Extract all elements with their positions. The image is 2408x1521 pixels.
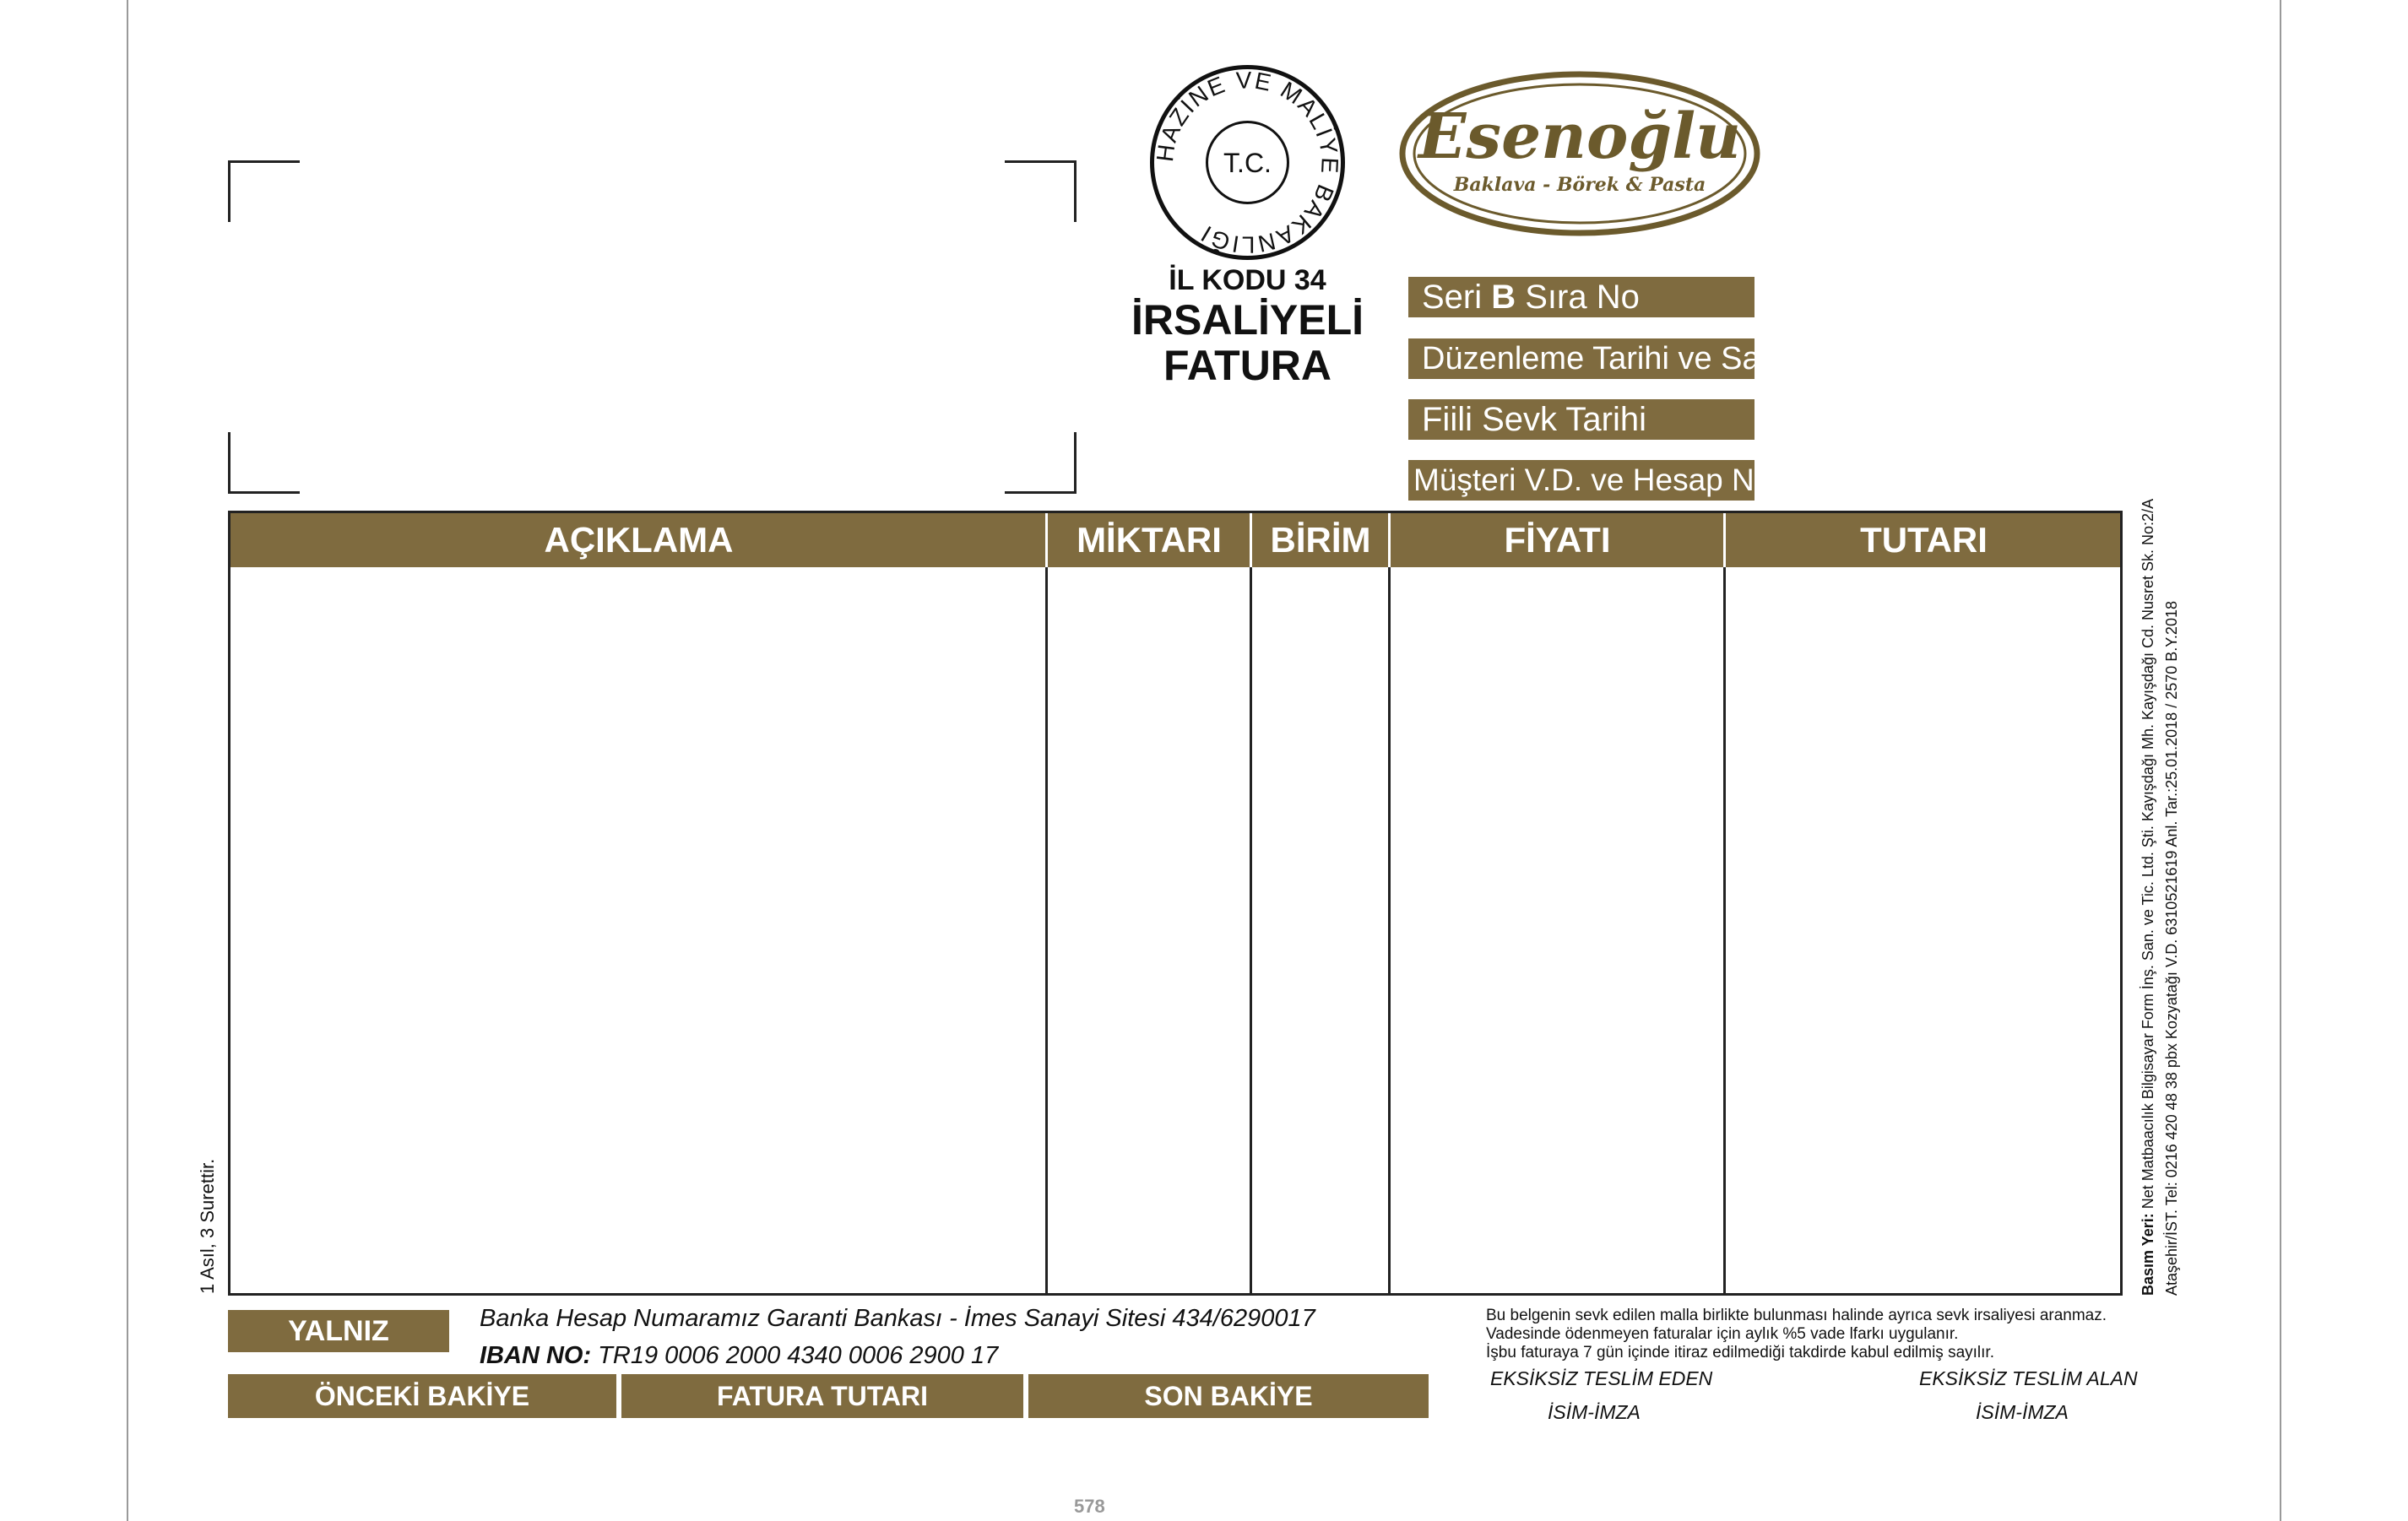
title-line1: İRSALİYELİ xyxy=(1131,296,1364,344)
note-line: Vadesinde ödenmeyen faturalar için aylık %5 vade lfarkı uygulanır. xyxy=(1486,1325,1959,1343)
son-bakiye-box: SON BAKİYE xyxy=(1028,1374,1429,1418)
col-header-birim: BİRİM xyxy=(1270,520,1371,560)
crop-mark-bottom-left xyxy=(228,432,300,494)
printer-info-address: Net Matbaacılık Bilgisayar Form İnş. San. ve Tic. Ltd. Şti. Kayışdağı Mh. Kayışdağı Cd. Nusret Sk. No:2/A xyxy=(2140,498,2156,1214)
signature-label-eden: İSİM-İMZA xyxy=(1548,1401,1641,1423)
iban-line xyxy=(480,1340,998,1371)
printer-info xyxy=(2136,498,2183,1296)
onceki-bakiye-box: ÖNCEKİ BAKİYE xyxy=(228,1374,616,1418)
header-divider xyxy=(1723,513,1726,567)
company-logo xyxy=(1397,69,1762,238)
header-divider xyxy=(1045,513,1048,567)
crop-mark-top-left xyxy=(228,160,300,222)
seri-sira-no-field xyxy=(1408,277,1754,317)
copy-count-note: 1 Asıl, 3 Surettir. xyxy=(197,1158,218,1294)
seal-arc-text: HAZİNE VE MALİYE BAKANLIĞI xyxy=(1151,67,1343,258)
fiili-sevk-tarihi-field: Fiili Sevk Tarihi xyxy=(1408,399,1754,440)
header-divider xyxy=(1388,513,1391,567)
logo-name: Esenoğlu xyxy=(1418,100,1741,173)
note-line: Bu belgenin sevk edilen malla birlikte bulunması halinde ayrıca sevk irsaliyesi aranmaz. xyxy=(1486,1307,2107,1324)
column-divider xyxy=(1388,513,1391,1293)
musteri-vd-field: Müşteri V.D. ve Hesap No xyxy=(1408,460,1754,501)
duzenleme-tarihi-field: Düzenleme Tarihi ve Saati xyxy=(1408,338,1754,379)
table-header xyxy=(230,513,2120,567)
page-number: 578 xyxy=(1074,1496,1105,1517)
legal-notes xyxy=(1486,1307,2145,1362)
teslim-eden-label: EKSİKSİZ TESLİM EDEN xyxy=(1490,1367,1713,1389)
logo-tagline: Baklava - Börek & Pasta xyxy=(1453,174,1706,196)
printer-info-line1 xyxy=(2136,498,2160,1296)
seri-suffix: Sıra No xyxy=(1516,279,1640,316)
iban-label: IBAN NO: xyxy=(480,1342,592,1369)
items-table xyxy=(228,511,2123,1296)
signature-label-alan: İSİM-İMZA xyxy=(1976,1401,2069,1423)
fatura-tutari-box: FATURA TUTARI xyxy=(621,1374,1023,1418)
column-divider xyxy=(1250,513,1252,1293)
teslim-alan-label: EKSİKSİZ TESLİM ALAN xyxy=(1919,1367,2138,1389)
printer-info-line2: Ataşehir/İST. Tel: 0216 420 48 38 pbx Kozyatağı V.D. 6310521619 Anl. Tar.:25.01.2018 / 2570 B.Y.2018 xyxy=(2163,601,2180,1296)
yalniz-label: YALNIZ xyxy=(228,1310,449,1352)
document-title xyxy=(1089,263,1406,388)
title-line2: FATURA xyxy=(1163,342,1332,389)
sheet-right-edge xyxy=(2280,0,2281,1521)
crop-mark-top-right xyxy=(1005,160,1077,222)
seal-center-text: T.C. xyxy=(1223,148,1272,178)
header-divider xyxy=(1250,513,1252,567)
printer-info-label: Basım Yeri: xyxy=(2140,1213,2156,1296)
sheet-left-edge xyxy=(127,0,128,1521)
note-line: İşbu faturaya 7 gün içinde itiraz edilmediği takdirde kabul edilmiş sayılır. xyxy=(1486,1344,1994,1361)
seri-letter: B xyxy=(1491,279,1516,316)
seri-prefix: Seri xyxy=(1422,279,1492,316)
crop-mark-bottom-right xyxy=(1005,432,1077,494)
col-header-fiyati: FİYATI xyxy=(1504,520,1611,560)
il-kodu: İL KODU 34 xyxy=(1169,264,1326,296)
iban-value: TR19 0006 2000 4340 0006 2900 17 xyxy=(591,1342,999,1369)
column-divider xyxy=(1045,513,1048,1293)
ministry-seal xyxy=(1148,63,1347,262)
col-header-tutari: TUTARI xyxy=(1860,520,1988,560)
col-header-miktari: MİKTARI xyxy=(1077,520,1222,560)
col-header-aciklama: AÇIKLAMA xyxy=(544,520,734,560)
bank-account-line: Banka Hesap Numaramız Garanti Bankası - İmes Sanayi Sitesi 434/6290017 xyxy=(480,1305,1315,1332)
column-divider xyxy=(1723,513,1726,1293)
